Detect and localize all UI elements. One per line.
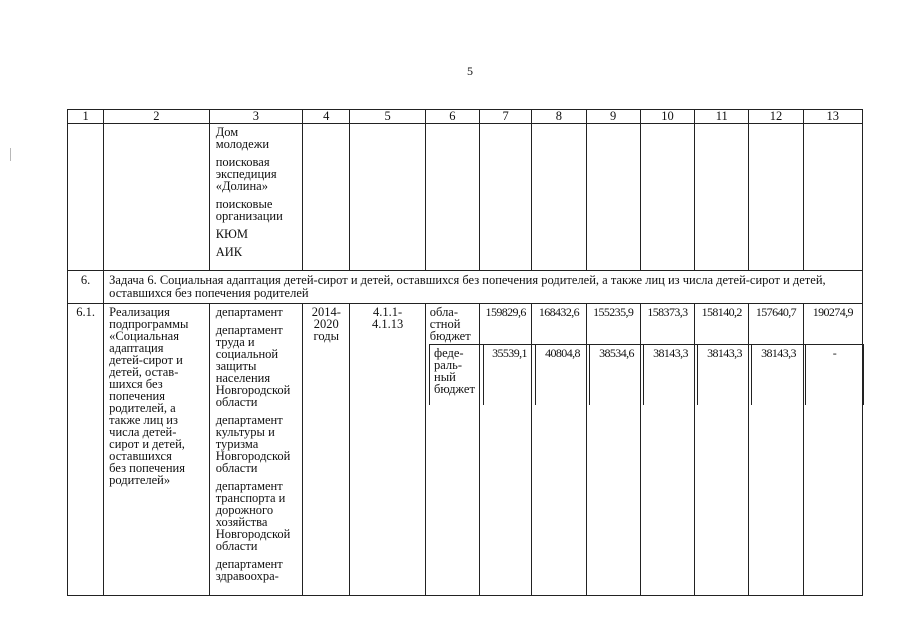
value-2015: 40804,8 bbox=[536, 345, 590, 405]
header-cell: 9 bbox=[586, 110, 640, 124]
value-2016: 155235,9 bbox=[586, 304, 640, 596]
header-cell: 7 bbox=[480, 110, 532, 124]
value-2019: 157640,7 bbox=[749, 304, 803, 596]
organization: АИК bbox=[215, 245, 243, 259]
value-2018: 158140,2 bbox=[695, 304, 749, 596]
organization: Дом молодежи bbox=[215, 125, 270, 151]
organization: КЮМ bbox=[215, 227, 248, 241]
organization: департамент здравоохра- bbox=[215, 557, 283, 583]
funding-source-1: обла- стной бюджет bbox=[425, 304, 479, 596]
value-2016: 38534,6 bbox=[590, 345, 644, 405]
task-number: 6. bbox=[68, 271, 104, 304]
value-2017: 158373,3 bbox=[640, 304, 694, 596]
value-2019: 38143,3 bbox=[752, 345, 806, 405]
continuation-row bbox=[68, 124, 863, 271]
header-cell: 11 bbox=[695, 110, 749, 124]
organization: департамент bbox=[215, 305, 283, 319]
activity-number: 6.1. bbox=[68, 304, 104, 596]
organizations-cell bbox=[209, 124, 302, 271]
value-2020: - bbox=[806, 345, 864, 405]
activity-organizations bbox=[209, 304, 302, 596]
task-title: Задача 6. Социальная адаптация детей-сирот и детей, оставшихся без попечения родителей, а также лиц из числа детей-сирот и детей, оставшихся без попечения родителей bbox=[104, 271, 863, 304]
header-cell: 12 bbox=[749, 110, 803, 124]
margin-scan-mark bbox=[10, 148, 11, 161]
task-row bbox=[68, 271, 863, 304]
header-row bbox=[68, 110, 863, 124]
header-cell: 13 bbox=[803, 110, 862, 124]
header-cell: 6 bbox=[425, 110, 479, 124]
organization: поисковая экспедиция «Долина» bbox=[215, 155, 277, 193]
header-cell: 3 bbox=[209, 110, 302, 124]
federal-budget-subrow bbox=[429, 344, 864, 405]
header-cell: 4 bbox=[303, 110, 350, 124]
value-2017: 38143,3 bbox=[644, 345, 698, 405]
target-indicators: 4.1.1- 4.1.13 bbox=[350, 304, 425, 596]
organization: департамент культуры и туризма Новгородской области bbox=[215, 413, 291, 475]
organization: департамент транспорта и дорожного хозяйства Новгородской области bbox=[215, 479, 291, 553]
value-2018: 38143,3 bbox=[698, 345, 752, 405]
header-cell: 10 bbox=[640, 110, 694, 124]
header-cell: 5 bbox=[350, 110, 425, 124]
activity-name: Реализация подпрограммы «Социальная адаптация детей-сирот и детей, остав- шихся без попечения родителей, а также лиц из числа детей- сирот и детей, оставшихся без попечения родителей» bbox=[104, 304, 210, 596]
organization: департамент труда и социальной защиты населения Новгородской области bbox=[215, 323, 291, 409]
page-number: 5 bbox=[467, 64, 473, 78]
header-cell: 1 bbox=[68, 110, 104, 124]
value-2020: 190274,9 bbox=[803, 304, 862, 596]
value-2015: 168432,6 bbox=[532, 304, 586, 596]
header-cell: 8 bbox=[532, 110, 586, 124]
period: 2014- 2020 годы bbox=[303, 304, 350, 596]
header-cell: 2 bbox=[104, 110, 210, 124]
funding-source-2: феде- раль- ный бюджет bbox=[430, 345, 484, 405]
value-2014: 35539,1 bbox=[484, 345, 536, 405]
organization: поисковые организации bbox=[215, 197, 283, 223]
value-2014: 159829,6 bbox=[480, 304, 532, 596]
